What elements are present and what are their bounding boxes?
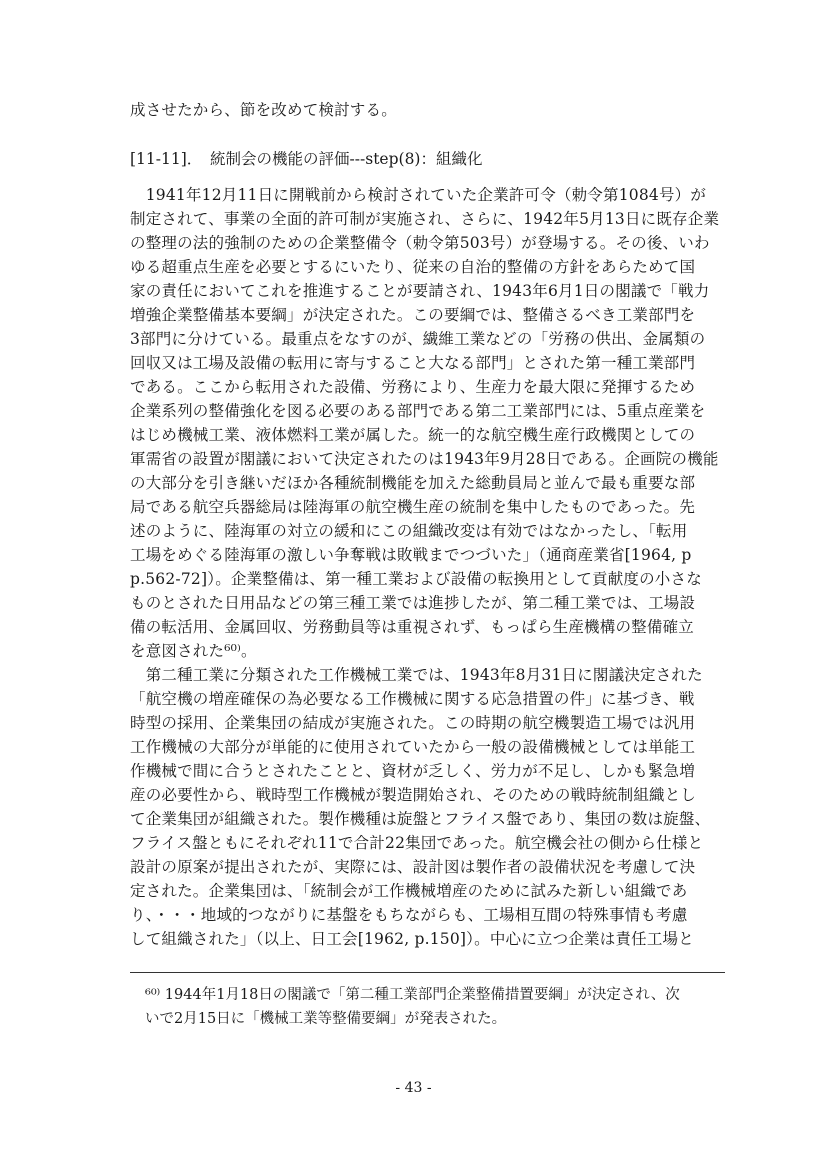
text-line: 家の責任においてこれを推進することが要請され、1943年6月1日の閣議で「戦力 <box>130 282 710 300</box>
text-line: 1941年12月11日に開戦前から検討されていた企業許可令（勅令第1084号）が <box>130 186 707 204</box>
text-line: 回収又は工場及設備の転用に寄与すること大なる部門」とされた第一種工業部門 <box>130 354 696 372</box>
text-line: して組織された」（以上、日工会[1962, p.150]）。中心に立つ企業は責任工場と <box>130 930 694 948</box>
text-line: フライス盤ともにそれぞれ11で合計22集団であった。航空機会社の側から仕様と <box>130 834 704 852</box>
intro-line: 成させたから、節を改めて検討する。 <box>130 101 397 119</box>
text-line: の大部分を引き継いだほか各種統制機能を加えた総動員局と並んで最も重要な部 <box>130 474 696 492</box>
text-line: を意図された⁶⁰⁾。 <box>130 642 257 660</box>
page-number: - 43 - <box>395 1080 432 1096</box>
footnote-divider <box>130 972 725 973</box>
text-line: ゆる超重点生産を必要とするにいたり、従来の自治的整備の方針をあらためて国 <box>130 258 696 276</box>
text-line: 3部門に分けている。最重点をなすのが、繊維工業などの「労務の供出、金属類の <box>130 330 706 348</box>
text-line: 「航空機の増産確保の為必要なる工作機械に関する応急措置の件」に基づき、戦 <box>130 690 695 708</box>
text-line: はじめ機械工業、液体燃料工業が属した。統一的な航空機生産行政機関としての <box>130 426 696 444</box>
text-line: 作機械で間に合うとされたことと、資材が乏しく、労力が不足し、しかも緊急増 <box>130 762 695 780</box>
text-line: り、・・・地域的つながりに基盤をもちながらも、工場相互間の特殊事情も考慮 <box>130 906 688 924</box>
text-line: 第二種工業に分類された工作機械工業では、1943年8月31日に閣議決定された <box>130 666 703 684</box>
text-line: 工作機械の大部分が単能的に使用されていたから一般の設備機械としては単能工 <box>130 738 696 756</box>
text-line: 軍需省の設置が閣議において決定されたのは1943年9月28日である。企画院の機能 <box>130 450 719 468</box>
text-line: 制定されて、事業の全面的許可制が実施され、さらに、1942年5月13日に既存企業 <box>130 210 720 228</box>
text-line: 企業系列の整備強化を図る必要のある部門である第二工業部門には、5重点産業を <box>130 402 706 420</box>
footnote-line: いで2月15日に「機械工業等整備要綱」が発表された。 <box>145 1011 507 1027</box>
text-line: 局である航空兵器総局は陸海軍の航空機生産の統制を集中したものであった。先 <box>130 498 696 516</box>
text-line: の整理の法的強制のための企業整備令（勅令第503号）が登場する。その後、いわ <box>130 234 710 252</box>
text-line: 産の必要性から、戦時型工作機械が製造開始され、そのための戦時統制組織とし <box>130 786 697 804</box>
text-line: 定された。企業集団は、「統制会が工作機械増産のために試みた新しい組織であ <box>130 882 688 900</box>
text-line: 設計の原案が提出されたが、実際には、設計図は製作者の設備状況を考慮して決 <box>130 858 696 876</box>
text-line: p.562-72]）。企業整備は、第一種工業および設備の転換用として貢献度の小さな <box>130 570 702 588</box>
text-line: 述のように、陸海軍の対立の緩和にこの組織改変は有効ではなかったし、「転用 <box>130 522 688 540</box>
text-line: 時型の採用、企業集団の結成が実施された。この時期の航空機製造工場では汎用 <box>130 714 696 732</box>
text-line: 工場をめぐる陸海軍の激しい争奪戦は敗戦までつづいた」（通商産業省[1964, p <box>130 546 692 564</box>
text-line: て企業集団が組織された。製作機種は旋盤とフライス盤であり、集団の数は旋盤、 <box>130 810 711 828</box>
text-line: 増強企業整備基本要綱」が決定された。この要綱では、整備さるべき工業部門を <box>130 306 696 324</box>
text-line: である。ここから転用された設備、労務により、生産力を最大限に発揮するため <box>130 378 696 396</box>
text-line: 備の転活用、金属回収、労務動員等は重視されず、もっぱら生産機構の整備確立 <box>130 618 694 636</box>
footnote-line: ⁶⁰⁾ 1944年1月18日の閣議で「第二種工業部門企業整備措置要綱」が決定され、次 <box>145 987 680 1003</box>
section-heading: [11-11]． 統制会の機能の評価---step(8)：組織化 <box>130 150 483 168</box>
text-line: ものとされた日用品などの第三種工業では進捗したが、第二種工業では、工場設 <box>130 594 696 612</box>
